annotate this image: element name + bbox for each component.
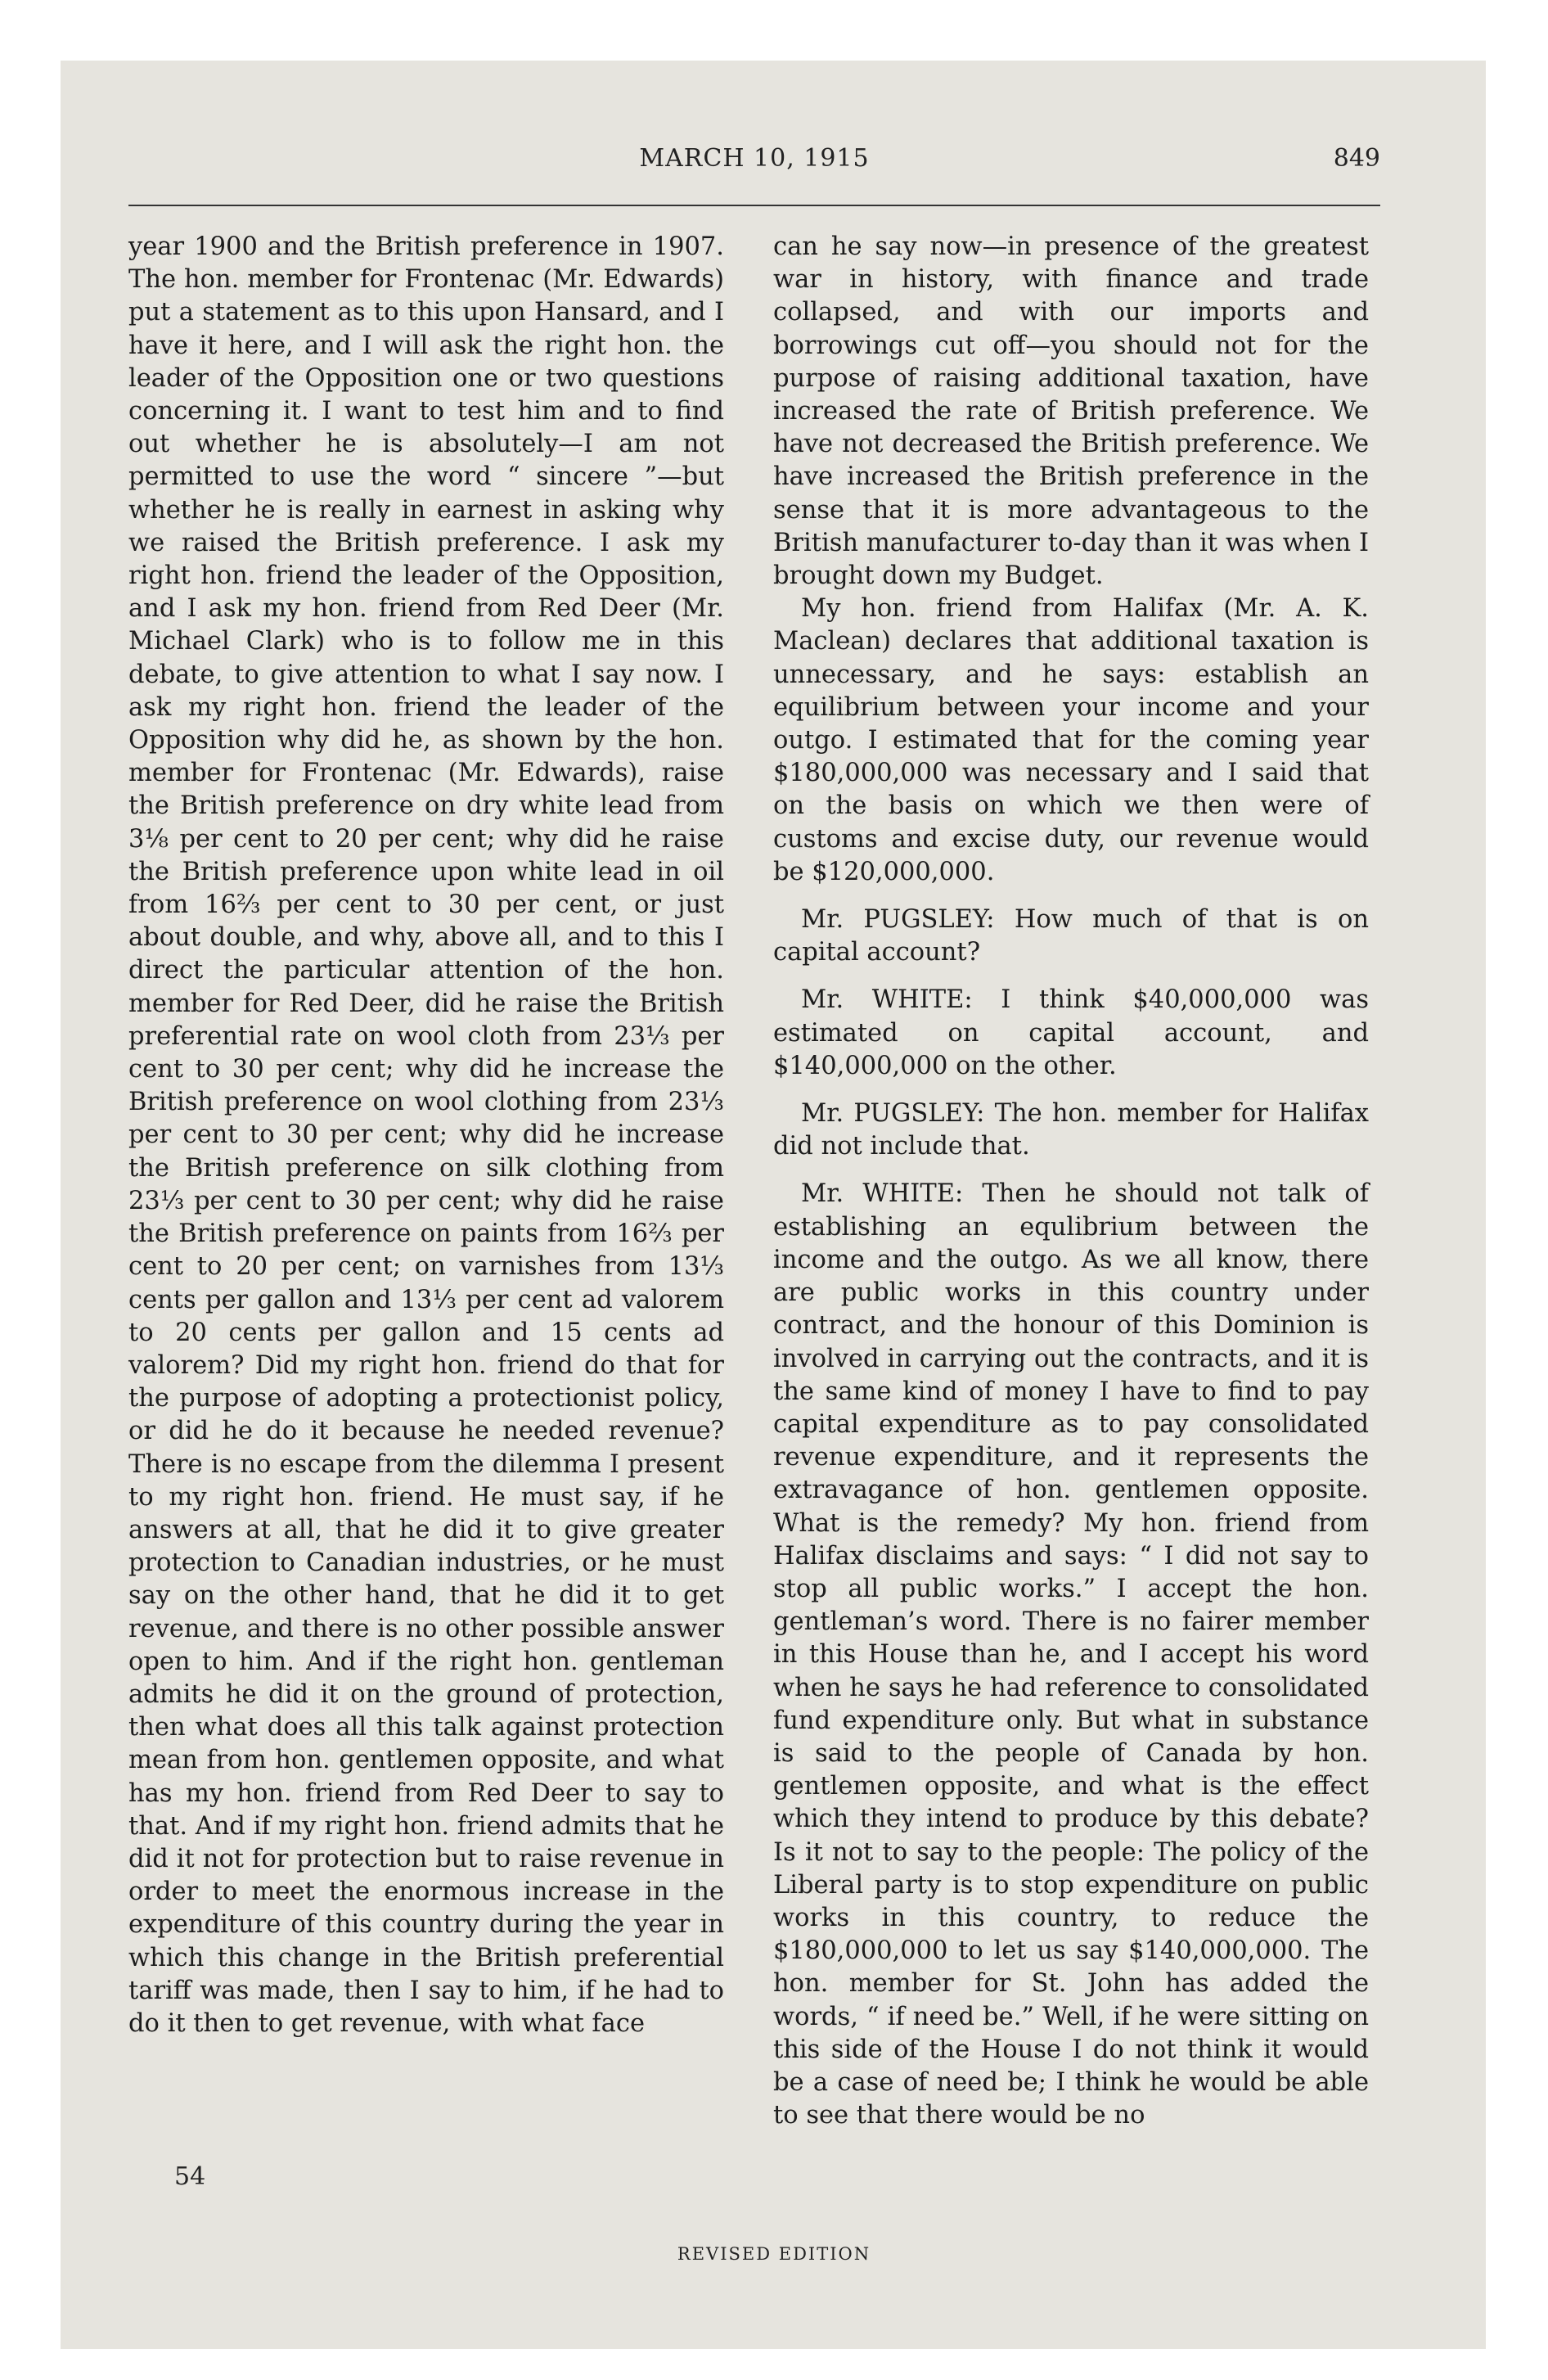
left-column [128,231,724,2138]
page-date: MARCH 10, 1915 [639,144,870,173]
speaker-pugsley-2: Mr. PUGSLEY: The hon. member for Halifax did not include that. [773,1099,1369,1161]
speaker-white-1: Mr. WHITE: I think $40,000,000 was estimated on capital account, and $140,000,000 on the other. [773,985,1369,1080]
right-para-2: My hon. friend from Halifax (Mr. A. K. Maclean) declares that additional taxation is unnecessary, and he says: establish an equilibrium between your income and your outgo. I estimated that for the coming year $180,000,000 was necessary and I said that on the basis on which we then were of customs and excise duty, our revenue would be $120,000,000. [773,594,1369,886]
header-rule [128,205,1380,206]
right-para-1: can he say now—in presence of the greatest war in history, with finance and trade collapsed, and with our imports and borrowings cut off—you should not for the purpose of raising additional taxation, have increased the rate of British preference. We have not decreased the British preference. We have increased the British preference in the sense that it is more advantageous to the British manufacturer to-day than it was when I brought down my Budget. [773,232,1369,591]
left-column-text: year 1900 and the British preference in 1907. The hon. member for Frontenac (Mr. Edwards) put a statement as to this upon Hansard, and I have it here, and I will ask the right hon. the leader of the Opposition one or two questions concerning it. I want to test him and to find out whether he is absolutely—I am not permitted to use the word “ sincere ”—but whether he is really in earnest in asking why we raised the British preference. I ask my right hon. friend the leader of the Opposition, and I ask my hon. friend from Red Deer (Mr. Michael Clark) who is to follow me in this debate, to give attention to what I say now. I ask my right hon. friend the leader of the Opposition why did he, as shown by the hon. member for Frontenac (Mr. Edwards), raise the British preference on dry white lead from 3⅛ per cent to 20 per cent; why did he raise the British preference upon white lead in oil from 16⅔ per cent to 30 per cent, or just about double, and why, above all, and to this I direct the particular attention of the hon. member for Red Deer, did he raise the British preferential rate on wool cloth from 23⅓ per cent to 30 per cent; why did he increase the British preference on wool clothing from 23⅓ per cent to 30 per cent; why did he increase the British preference on silk clothing from 23⅓ per cent to 30 per cent; why did he raise the British preference on paints from 16⅔ per cent to 20 per cent; on varnishes from 13⅓ cents per gallon and 13⅓ per cent ad valorem to 20 cents per gallon and 15 cents ad valorem? Did my right hon. friend do that for the purpose of adopting a protectionist policy, or did he do it because he needed revenue? There is no escape from the dilemma I present to my right hon. friend. He must say, if he answers at all, that he did it to give greater protection to Canadian industries, or he must say on the other hand, that he did it to get revenue, and there is no other possible answer open to him. And if the right hon. gentleman admits he did it on the ground of protection, then what does all this talk against protection mean from hon. gentlemen opposite, and what has my hon. friend from Red Deer to say to that. And if my right hon. friend admits that he did it not for protection but to raise revenue in order to meet the enormous increase in the expenditure of this country during the year in which this change in the British preferential tariff was made, then I say to him, if he had to do it then to get revenue, with what face [128,232,724,2038]
signature-number: 54 [174,2162,206,2191]
page-number: 849 [1333,144,1380,173]
page-header [128,144,1380,183]
edition-label: REVISED EDITION [677,2244,871,2264]
speaker-white-2: Mr. WHITE: Then he should not talk of establishing an equlibrium between the income and the outgo. As we all know, there are public works in this country under contract, and the honour of this Dominion is involved in carrying out the contracts, and it is the same kind of money I have to find to pay capital expenditure as to pay consolidated revenue expenditure, and it represents the extravagance of hon. gentlemen opposite. What is the remedy? My hon. friend from Halifax disclaims and says: “ I did not say to stop all public works.” I accept the hon. gentleman’s word. There is no fairer member in this House than he, and I accept his word when he says he had reference to consolidated fund expenditure only. But what in substance is said to the people of Canada by hon. gentlemen opposite, and what is the effect which they intend to produce by this debate? Is it not to say to the people: The policy of the Liberal party is to stop expenditure on public works in this country, to reduce the $180,000,000 to let us say $140,000,000. The hon. member for St. John has added the words, “ if need be.” Well, if he were sitting on this side of the House I do not think it would be a case of need be; I think he would be able to see that there would be no [773,1179,1369,2130]
speaker-pugsley-1: Mr. PUGSLEY: How much of that is on capital account? [773,905,1369,967]
right-column [773,231,1369,2138]
